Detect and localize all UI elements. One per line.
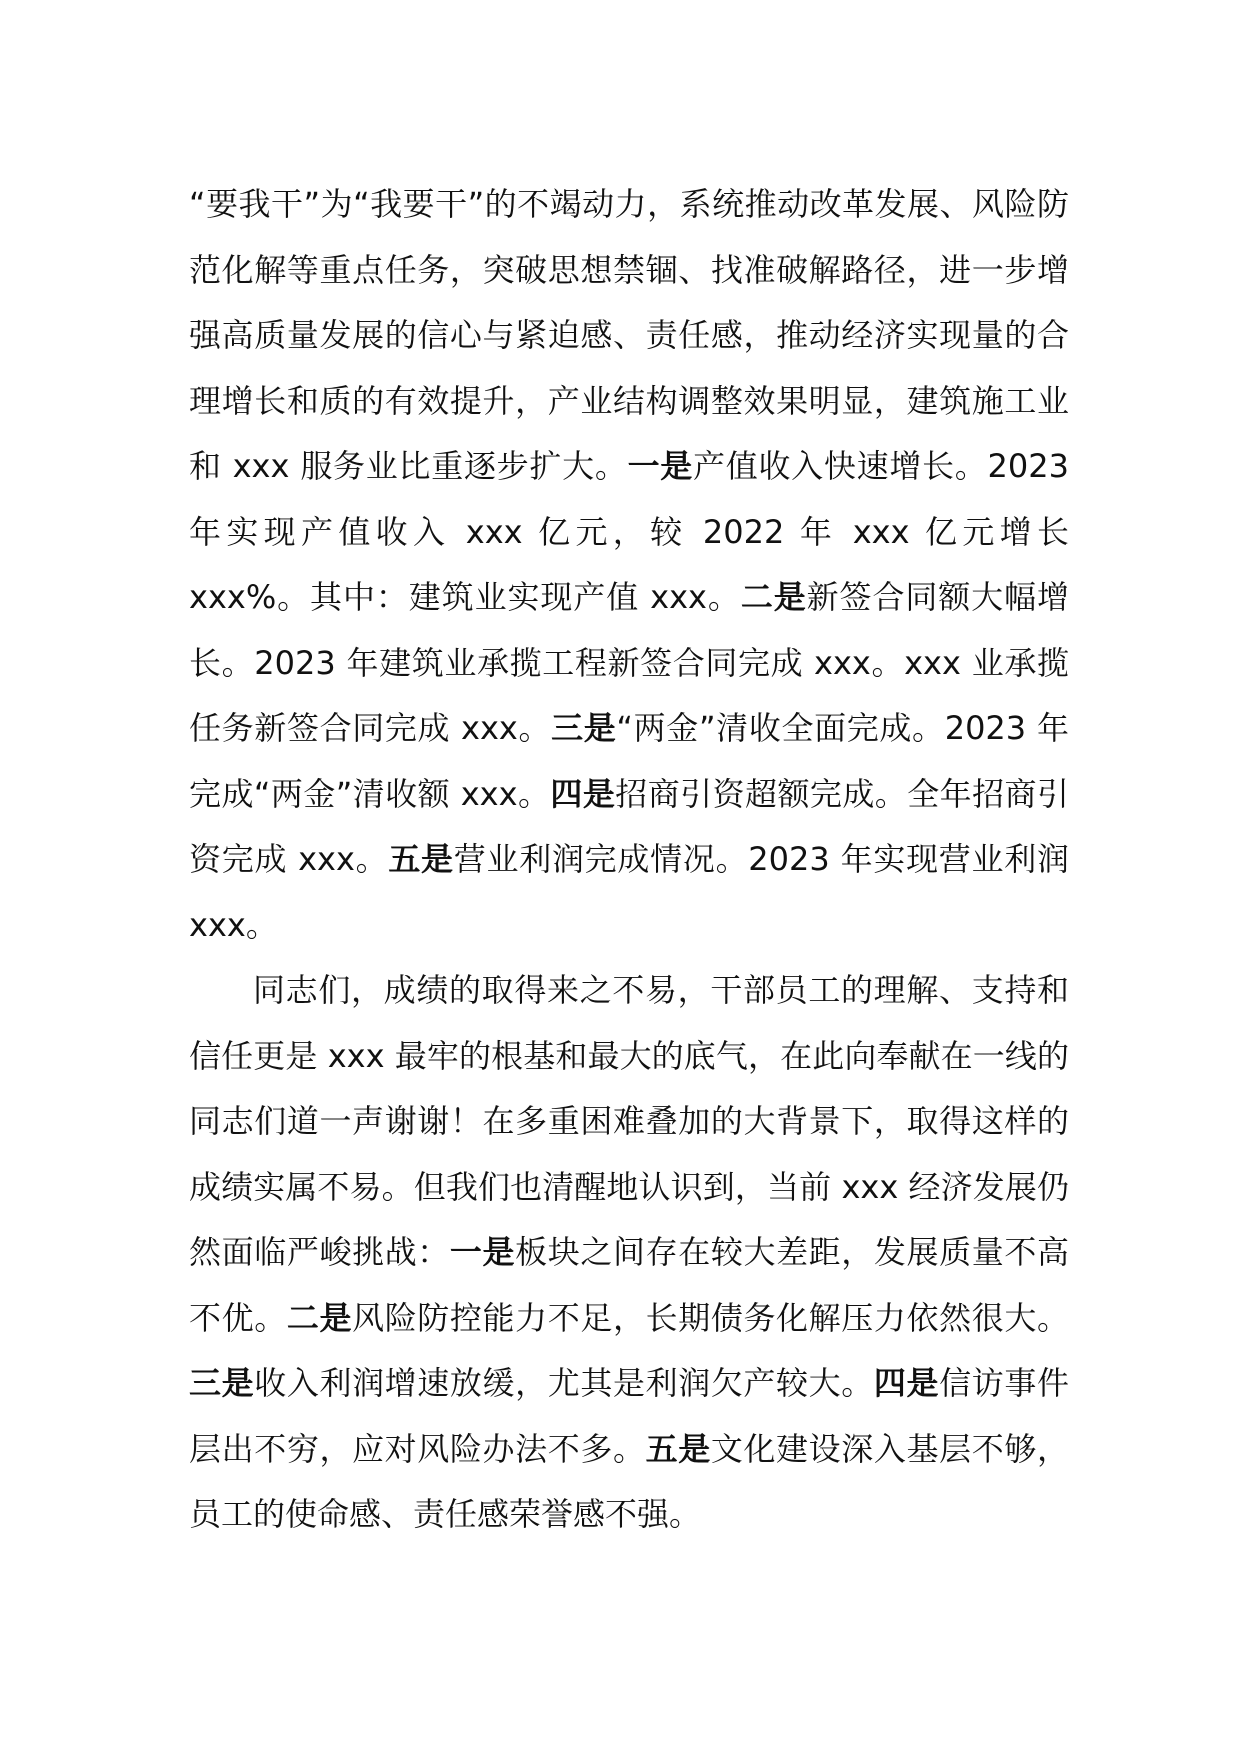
bold-marker: 二是	[740, 578, 807, 616]
document-body	[189, 172, 1069, 1548]
text-segment: 新签合同额大幅增长。2023 年建筑业承揽工程新签合同完成 xxx。xxx 业承揽任务新签合同完成 xxx。	[189, 578, 1069, 747]
text-segment: 营业利润完成情况。2023 年实现营业利润 xxx。	[189, 840, 1069, 944]
text-segment: 收入利润增速放缓，尤其是利润欠产较大。	[254, 1364, 874, 1402]
bold-marker: 一是	[627, 447, 694, 485]
bold-marker: 三是	[189, 1364, 255, 1402]
paragraph-1	[189, 172, 1069, 958]
bold-marker: 五是	[388, 840, 454, 878]
bold-marker: 三是	[551, 709, 617, 747]
text-segment: 板块之间存在较大差距，发展质量不高不优。	[189, 1233, 1069, 1337]
text-segment: “两金”清收全面完成。2023 年完成“两金”清收额 xxx。	[189, 709, 1069, 813]
bold-marker: 四是	[550, 774, 616, 813]
paragraph-2	[189, 958, 1069, 1548]
text-segment: “要我干”为“我要干”的不竭动力，系统推动改革发展、风险防范化解等重点任务，突破思想禁锢、找准破解路径，进一步增强高质量发展的信心与紧迫感、责任感，推动经济实现量的合理增长和质的有效提升，产业结构调整效果明显，建筑施工业和 xxx 服务业比重逐步扩大。	[189, 185, 1069, 485]
bold-marker: 二是	[286, 1298, 353, 1337]
text-segment: 风险防控能力不足，长期债务化解压力依然很大。	[352, 1298, 1069, 1337]
bold-marker: 四是	[873, 1364, 940, 1402]
text-segment: 文化建设深入基层不够，员工的使命感、责任感荣誉感不强。	[189, 1429, 1069, 1533]
bold-marker: 一是	[449, 1233, 516, 1271]
text-segment: 招商引资超额完成。全年招商引资完成 xxx。	[189, 774, 1069, 878]
text-segment: 信访事件层出不穷，应对风险办法不多。	[189, 1364, 1069, 1468]
text-segment: 产值收入快速增长。2023 年实现产值收入 xxx 亿元，较 2022 年 xxx 亿元增长 xxx%。其中：建筑业实现产值 xxx。	[189, 447, 1069, 616]
bold-marker: 五是	[645, 1429, 711, 1468]
text-segment: 同志们，成绩的取得来之不易，干部员工的理解、支持和信任更是 xxx 最牢的根基和最大的底气，在此向奉献在一线的同志们道一声谢谢！在多重困难叠加的大背景下，取得这样的成绩实属不易。但我们也清醒地认识到，当前 xxx 经济发展仍然面临严峻挑战：	[189, 971, 1069, 1271]
